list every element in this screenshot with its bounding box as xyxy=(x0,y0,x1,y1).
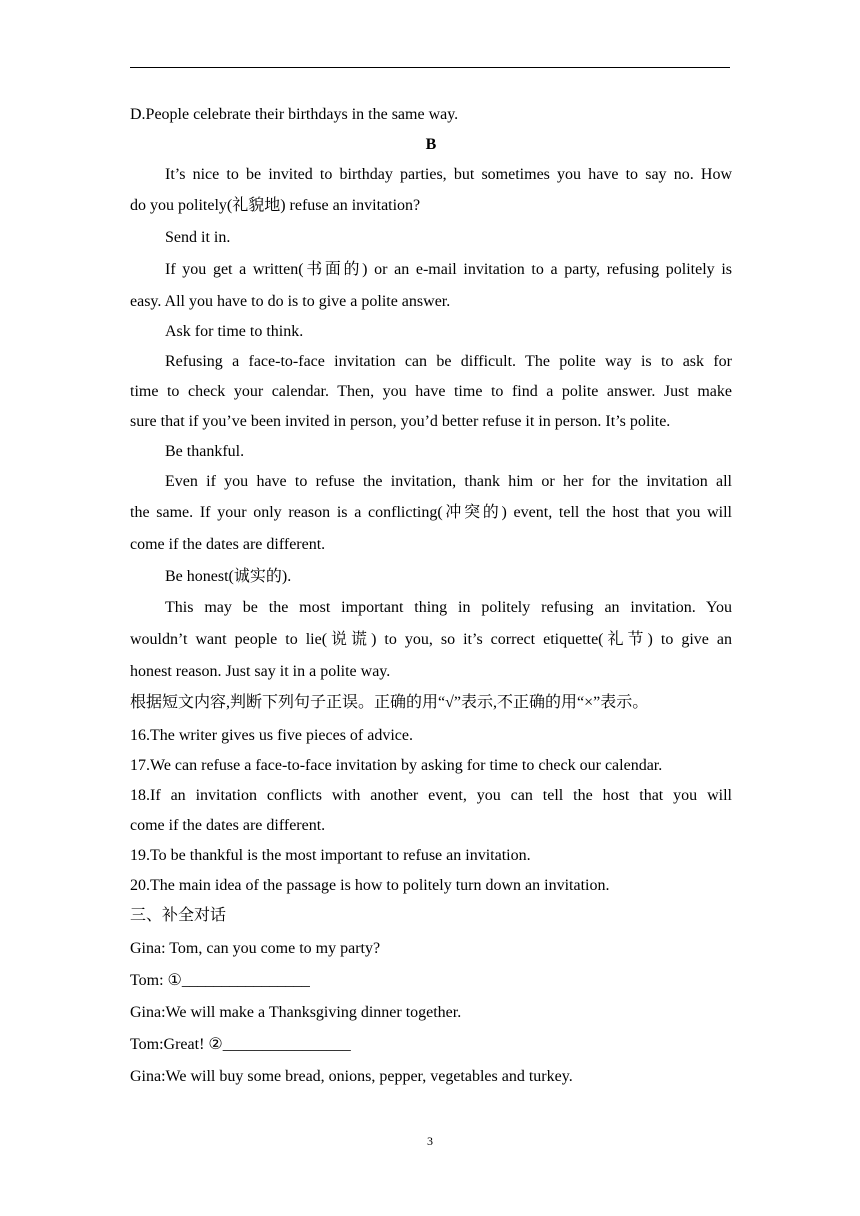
passage-line: It’s nice to be invited to birthday parties, but sometimes you have to say no. How xyxy=(165,166,732,183)
question-19: 19.To be thankful is the most important to refuse an invitation. xyxy=(130,847,531,864)
question-20: 20.The main idea of the passage is how to politely turn down an invitation. xyxy=(130,877,610,894)
passage-heading: Send it in. xyxy=(165,229,231,246)
passage-heading: Be honest(诚实的). xyxy=(165,568,292,585)
passage-line: come if the dates are different. xyxy=(130,536,326,553)
dialogue-line: Tom: ①________________ xyxy=(130,972,310,989)
dialogue-line: Gina:We will buy some bread, onions, pepper, vegetables and turkey. xyxy=(130,1068,573,1085)
passage-line: Refusing a face-to-face invitation can be difficult. The polite way is to ask for xyxy=(165,353,732,370)
page-number: 3 xyxy=(427,1134,433,1148)
passage-line: time to check your calendar. Then, you have time to find a polite answer. Just make xyxy=(130,383,732,400)
passage-line: honest reason. Just say it in a polite way. xyxy=(130,663,391,680)
passage-line: If you get a written(书面的) or an e-mail invitation to a party, refusing politely is xyxy=(165,261,732,278)
question-16: 16.The writer gives us five pieces of advice. xyxy=(130,727,414,744)
passage-heading: Ask for time to think. xyxy=(165,323,304,340)
header-rule xyxy=(130,67,730,68)
dialogue-line: Gina:We will make a Thanksgiving dinner together. xyxy=(130,1004,462,1021)
question-17: 17.We can refuse a face-to-face invitation by asking for time to check our calendar. xyxy=(130,757,663,774)
passage-line: do you politely(礼貌地) refuse an invitation? xyxy=(130,197,421,214)
instruction: 根据短文内容,判断下列句子正误。正确的用“√”表示,不正确的用“×”表示。 xyxy=(130,694,649,711)
dialogue-line: Tom:Great! ②________________ xyxy=(130,1036,351,1053)
passage-line: sure that if you’ve been invited in person, you’d better refuse it in person. It’s polite. xyxy=(130,413,671,430)
passage-heading: Be thankful. xyxy=(165,443,245,460)
passage-line: easy. All you have to do is to give a polite answer. xyxy=(130,293,451,310)
passage-line: wouldn’t want people to lie(说谎) to you, so it’s correct etiquette(礼节) to give an xyxy=(130,631,732,648)
section-3-title: 三、补全对话 xyxy=(130,907,227,924)
previous-option-d: D.People celebrate their birthdays in the same way. xyxy=(130,106,459,123)
passage-line: Even if you have to refuse the invitation, thank him or her for the invitation all xyxy=(165,473,732,490)
passage-line: This may be the most important thing in politely refusing an invitation. You xyxy=(165,599,732,616)
question-18-cont: come if the dates are different. xyxy=(130,817,326,834)
passage-line: the same. If your only reason is a conflicting(冲突的) event, tell the host that you will xyxy=(130,504,732,521)
dialogue-line: Gina: Tom, can you come to my party? xyxy=(130,940,381,957)
section-label-b: B xyxy=(425,136,437,153)
question-18: 18.If an invitation conflicts with another event, you can tell the host that you will xyxy=(130,787,732,804)
